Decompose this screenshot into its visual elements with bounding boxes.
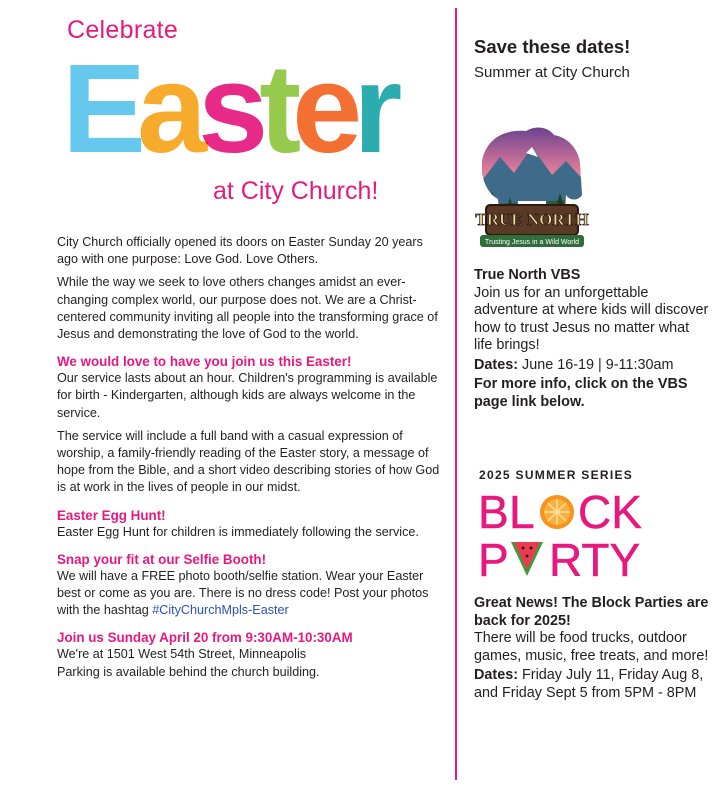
vbs-dates <box>474 357 709 375</box>
parking-line: Parking is available behind the church building. <box>57 664 320 679</box>
easter-letter-0: E <box>62 38 138 179</box>
block-wordmark-b: B <box>478 486 509 538</box>
easter-wordmark <box>62 38 394 179</box>
vbs-section <box>474 267 709 411</box>
selfie-heading: Snap your fit at our Selfie Booth! <box>57 551 267 567</box>
easter-letter-1: a <box>137 38 199 179</box>
tn-logo-text: TRUE NORTH <box>475 210 589 229</box>
save-dates-heading: Save these dates! <box>474 36 631 57</box>
address-line: We're at 1501 West 54th Street, Minneapolis <box>57 647 307 662</box>
easter-letter-5: r <box>353 38 394 179</box>
selfie-text <box>57 568 442 620</box>
block-dates-label: Dates: <box>474 667 518 683</box>
at-city-church-heading: at City Church! <box>213 177 379 205</box>
egg-hunt-heading: Easter Egg Hunt! <box>57 507 166 523</box>
easter-letter-4: e <box>292 38 354 179</box>
watermelon-slice-icon <box>511 542 543 576</box>
vbs-description: Join us for an unforgettable adventure at where kids will discover how to trust Jesus no matter what life brings! <box>474 284 709 353</box>
party-wordmark-rty: RTY <box>549 534 641 582</box>
join-paragraph-1: Our service lasts about an hour. Children's programming is available for birth - Kindergarten, although kids are always welcome in the service. <box>57 371 438 420</box>
tn-tagline: Trusting Jesus in a Wild World <box>484 239 580 246</box>
easter-letter-3: t <box>259 38 293 179</box>
sunday-heading: Join us Sunday April 20 from 9:30AM-10:30AM <box>57 630 353 646</box>
vbs-title: True North VBS <box>474 267 581 283</box>
address-block <box>57 646 442 680</box>
block-party-dates <box>474 667 709 702</box>
true-north-logo <box>474 121 590 257</box>
main-content <box>57 234 442 687</box>
vbs-more-info: For more info, click on the VBS page link below. <box>474 376 688 410</box>
block-party-logo <box>476 486 651 582</box>
block-wordmark-l: L <box>509 486 535 538</box>
summer-subheading: Summer at City Church <box>474 64 630 81</box>
series-label: 2025 SUMMER SERIES <box>479 468 634 482</box>
egg-hunt-text: Easter Egg Hunt for children is immediately following the service. <box>57 524 419 539</box>
join-heading: We would love to have you join us this Easter! <box>57 354 352 370</box>
block-party-section <box>474 595 709 702</box>
vbs-dates-label: Dates: <box>474 356 518 373</box>
column-divider <box>455 8 457 780</box>
block-dates-value: Friday July 11, Friday Aug 8, and Friday Sept 5 from 5PM - 8PM <box>474 667 704 701</box>
block-party-news: Great News! The Block Parties are back for 2025! <box>474 595 709 629</box>
celebrate-heading: Celebrate <box>67 16 179 44</box>
block-wordmark-ck: CK <box>578 486 642 538</box>
easter-letter-2: s <box>198 38 260 179</box>
intro-paragraph-1: City Church officially opened its doors on Easter Sunday 20 years ago with one purpose: Love God. Love Others. <box>57 235 423 267</box>
vbs-dates-value: June 16-19 | 9-11:30am <box>518 356 674 373</box>
party-wordmark-p: P <box>478 534 509 582</box>
orange-slice-icon <box>540 495 574 529</box>
hashtag-link[interactable]: #CityChurchMpls-Easter <box>152 603 289 618</box>
selfie-body: We will have a FREE photo booth/selfie station. Wear your Easter best or come as you are. There is no dress code! Post your photos with the hashtag <box>57 568 429 618</box>
intro-paragraph-2: While the way we seek to love others changes amidst an ever-changing complex world, our purpose does not. We are a Christ-centered community inviting all people into the transforming grace of Jesus and demonstrating the love of God to the world. <box>57 275 438 342</box>
block-party-description: There will be food trucks, outdoor games, music, free treats, and more! <box>474 630 709 664</box>
join-paragraph-2: The service will include a full band with a casual expression of worship, a family-friendly reading of the Easter story, a message of hope from the Bible, and a short video describing stories of how God is at work in the lives of people in our midst. <box>57 428 440 495</box>
